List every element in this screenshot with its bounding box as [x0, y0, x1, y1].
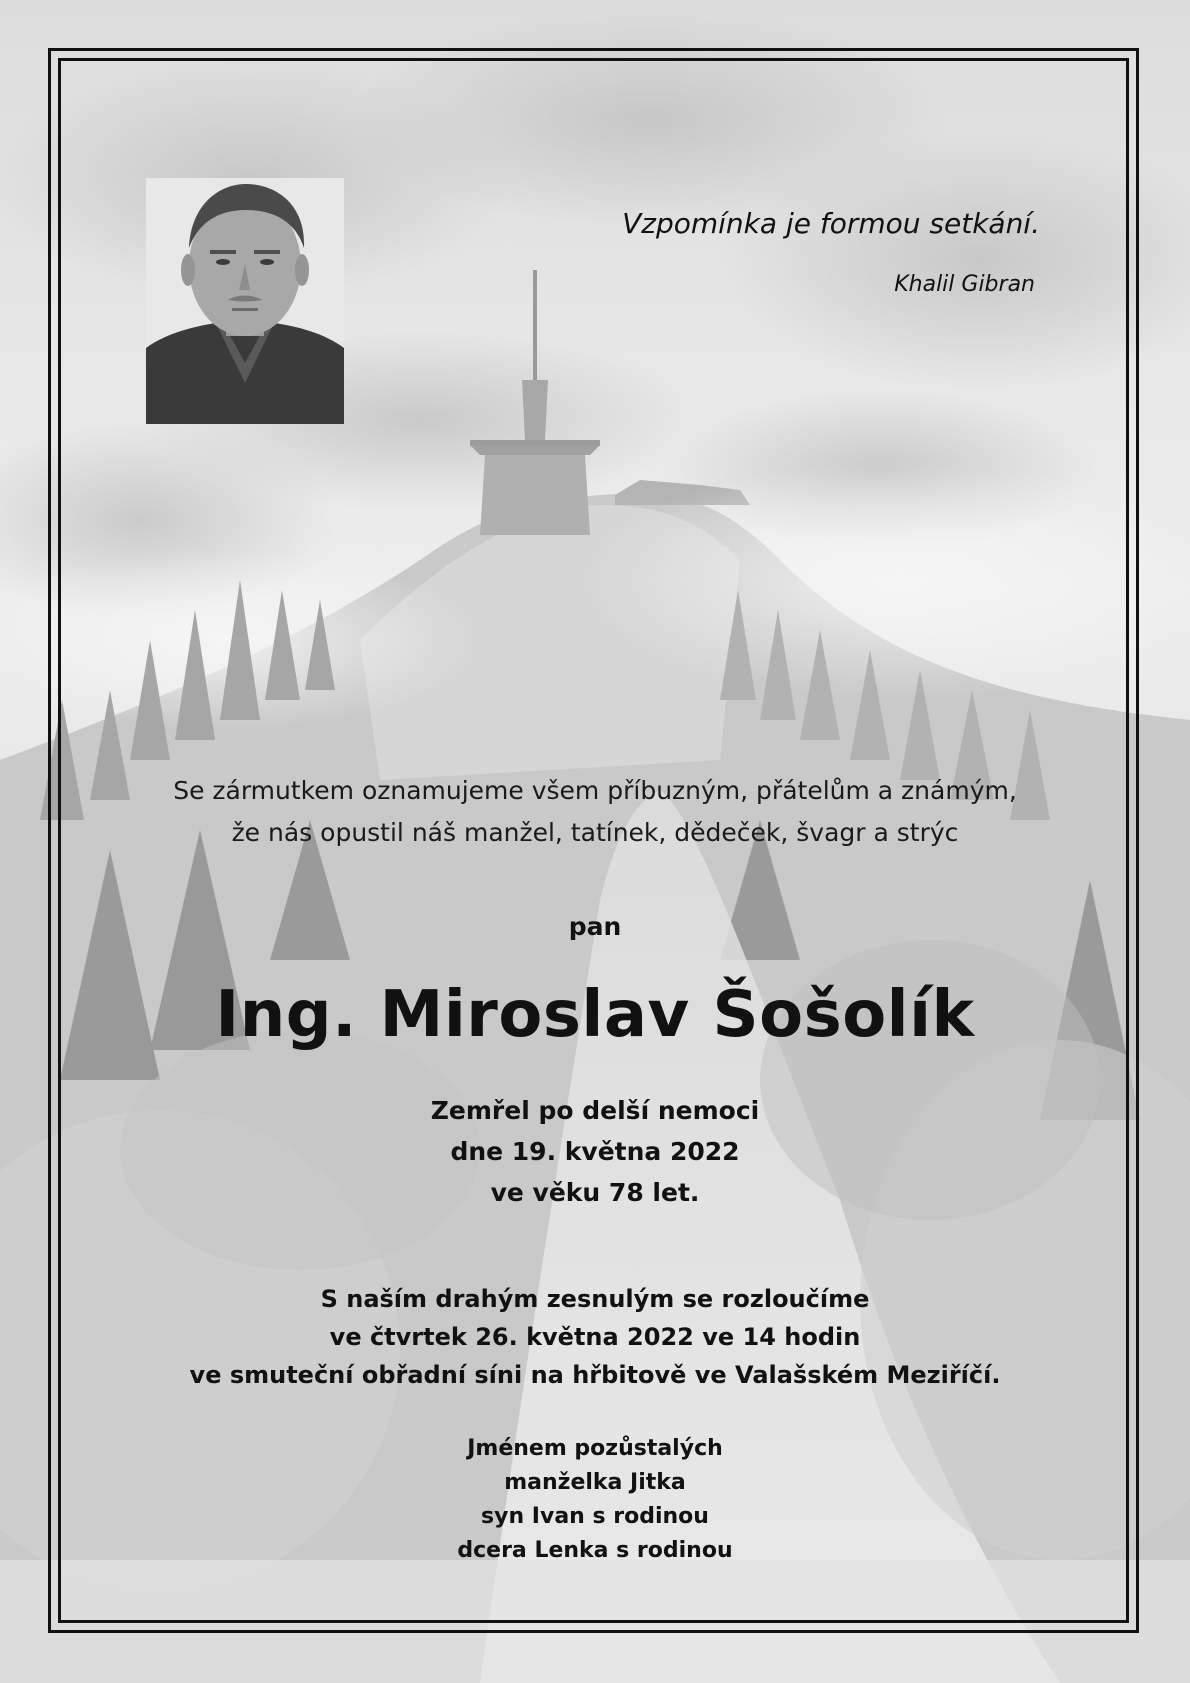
intro-line: Se zármutkem oznamujeme všem příbuzným, přátelům a známým, — [173, 776, 1017, 805]
motto-quote: Vzpomínka je formou setkání. — [622, 207, 1040, 240]
intro-line: že nás opustil náš manžel, tatínek, dědeček, švagr a strýc — [231, 818, 959, 847]
death-line: dne 19. května 2022 — [450, 1137, 740, 1166]
deceased-title: pan — [568, 912, 622, 941]
mourners-list — [60, 1432, 1130, 1568]
funeral-line: S naším drahým zesnulým se rozloučíme — [320, 1285, 870, 1313]
mourners-line: Jménem pozůstalých — [467, 1436, 723, 1461]
deceased-name: Ing. Miroslav Šošolík — [215, 978, 975, 1052]
motto-author: Khalil Gibran — [894, 272, 1035, 297]
death-info — [60, 1090, 1130, 1213]
mourners-line: syn Ivan s rodinou — [481, 1504, 709, 1529]
funeral-line: ve smuteční obřadní síni na hřbitově ve Valašském Meziříčí. — [189, 1361, 1001, 1389]
funeral-line: ve čtvrtek 26. května 2022 ve 14 hodin — [329, 1323, 861, 1351]
funeral-info — [60, 1280, 1130, 1394]
portrait-photo — [146, 178, 344, 424]
death-line: Zemřel po delší nemoci — [430, 1096, 760, 1125]
mourners-line: manželka Jitka — [504, 1470, 686, 1495]
death-line: ve věku 78 let. — [490, 1178, 700, 1207]
announcement-intro — [60, 770, 1130, 854]
mourners-line: dcera Lenka s rodinou — [457, 1538, 733, 1563]
